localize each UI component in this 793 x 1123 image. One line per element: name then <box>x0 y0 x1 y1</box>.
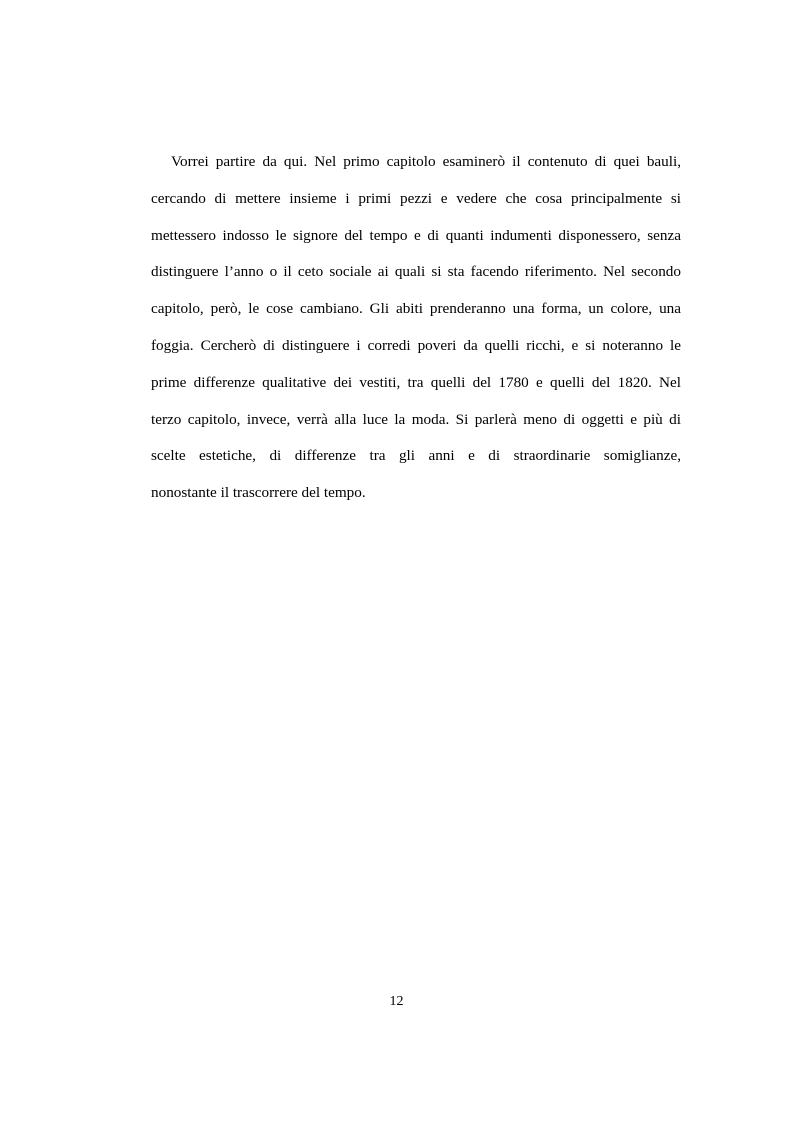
body-paragraph <box>151 144 681 512</box>
page-number: 12 <box>389 994 404 1009</box>
paragraph-line: mettessero indosso le signore del tempo e di quanti indumenti disponessero, senza <box>151 226 681 244</box>
paragraph-line: terzo capitolo, invece, verrà alla luce la moda. Si parlerà meno di oggetti e più di <box>151 410 681 428</box>
paragraph-line: cercando di mettere insieme i primi pezzi e vedere che cosa principalmente si <box>151 189 681 207</box>
paragraph-line: distinguere l’anno o il ceto sociale ai quali si sta facendo riferimento. Nel secondo <box>151 263 681 281</box>
paragraph-line: capitolo, però, le cose cambiano. Gli abiti prenderanno una forma, un colore, una <box>151 300 681 318</box>
paragraph-line: foggia. Cercherò di distinguere i corredi poveri da quelli ricchi, e si noteranno le <box>151 336 681 354</box>
paragraph-line: scelte estetiche, di differenze tra gli anni e di straordinarie somiglianze, <box>151 447 681 465</box>
paragraph-line: Vorrei partire da qui. Nel primo capitolo esaminerò il contenuto di quei bauli, <box>171 153 681 170</box>
paragraph-line: nonostante il trascorrere del tempo. <box>151 484 366 502</box>
paragraph-line: prime differenze qualitative dei vestiti, tra quelli del 1780 e quelli del 1820. Nel <box>151 373 681 391</box>
